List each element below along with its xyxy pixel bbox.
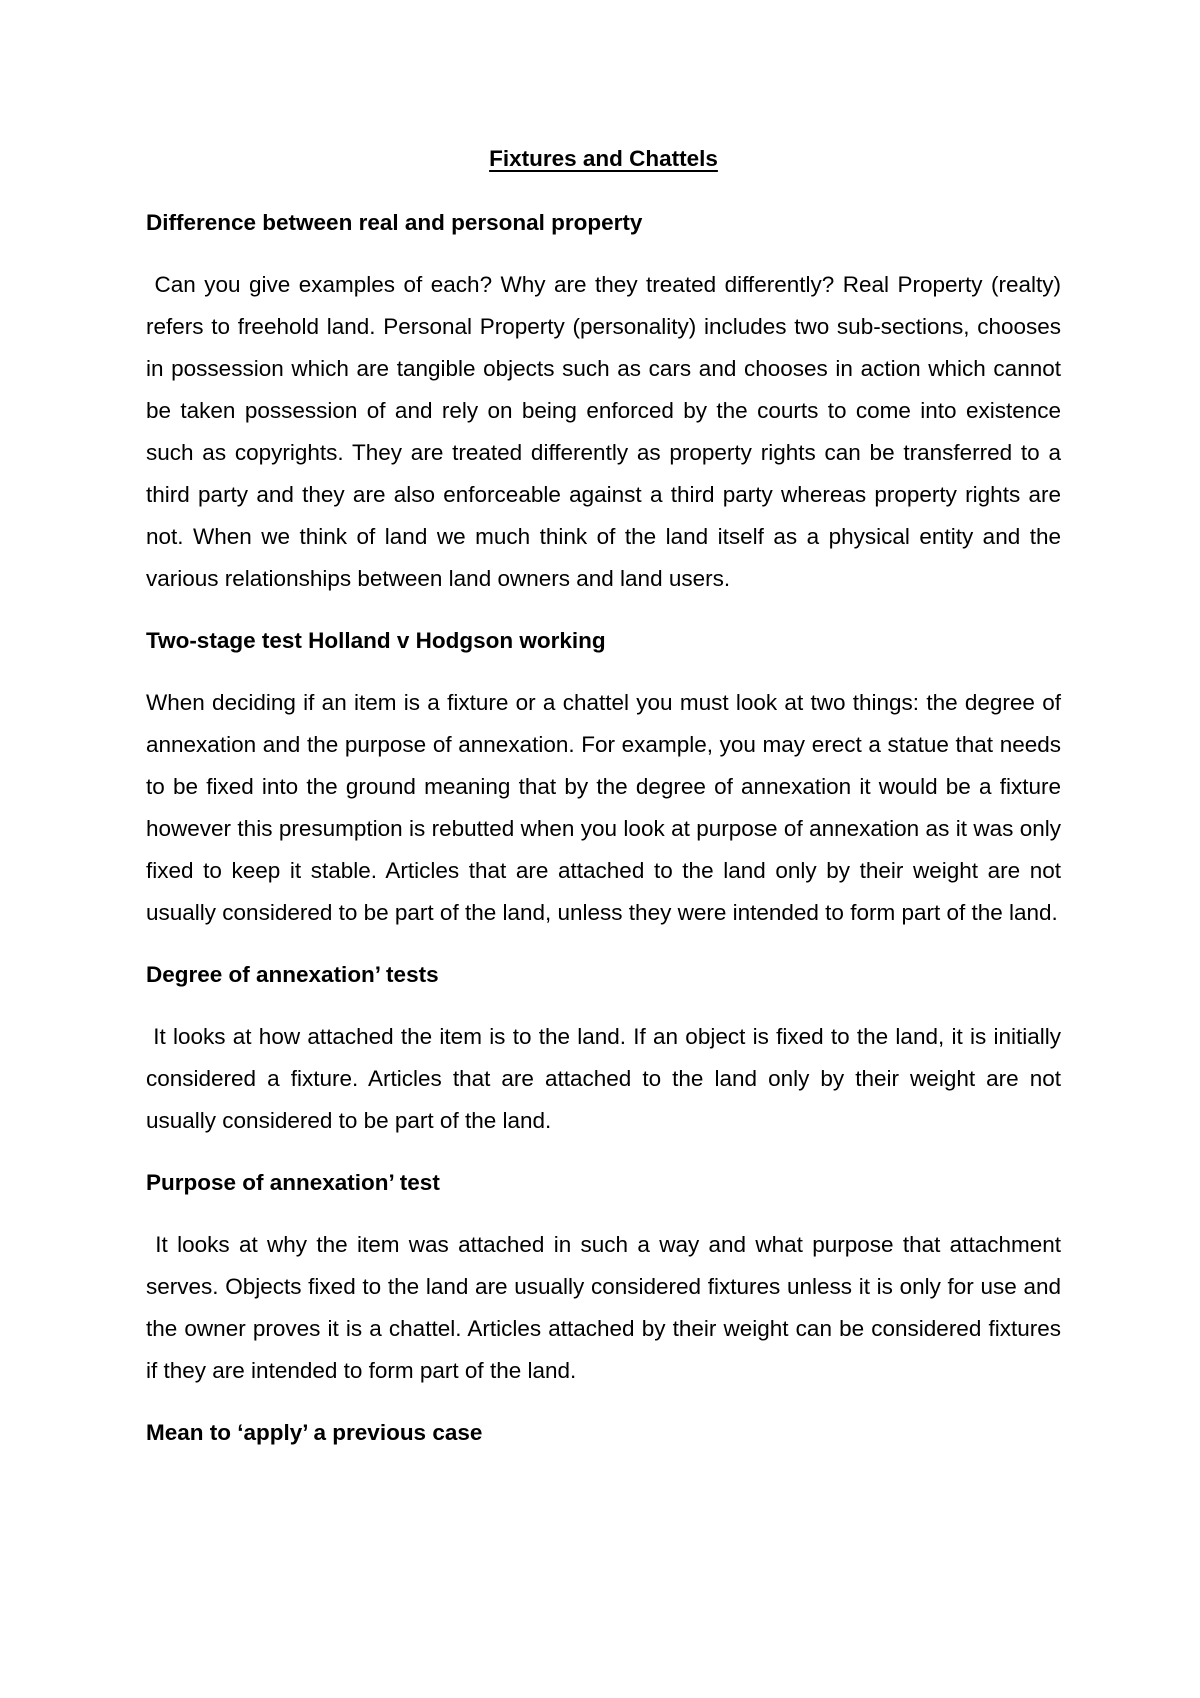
section-body-degree-of-annexation: It looks at how attached the item is to the land. If an object is fixed to the land, it is initially considered a fixture. Articles that are attached to the land only by their weight are not usually considered to be part of the land. <box>146 1024 1061 1133</box>
section-heading-degree-of-annexation: Degree of annexation’ tests <box>146 962 439 987</box>
section-heading-purpose-of-annexation: Purpose of annexation’ test <box>146 1170 440 1195</box>
section-heading-apply-previous-case: Mean to ‘apply’ a previous case <box>146 1420 483 1445</box>
section-body-two-stage-test: When deciding if an item is a fixture or a chattel you must look at two things: the degree of annexation and the purpose of annexation. For example, you may erect a statue that needs to be fixed into the ground meaning that by the degree of annexation it would be a fixture however this presumption is rebutted when you look at purpose of annexation as it was only fixed to keep it stable. Articles that are attached to the land only by their weight are not usually considered to be part of the land, unless they were intended to form part of the land. <box>146 690 1061 925</box>
section-body-purpose-of-annexation: It looks at why the item was attached in such a way and what purpose that attachment serves. Objects fixed to the land are usually considered fixtures unless it is only for use and the owner proves it is a chattel. Articles attached by their weight can be considered fixtures if they are intended to form part of the land. <box>146 1232 1061 1383</box>
section-heading-two-stage-test: Two-stage test Holland v Hodgson working <box>146 628 606 653</box>
document-title: Fixtures and Chattels <box>489 146 718 171</box>
section-body-real-personal-property: Can you give examples of each? Why are they treated differently? Real Property (realty) refers to freehold land. Personal Property (personality) includes two sub-sections, chooses in possession which are tangible objects such as cars and chooses in action which cannot be taken possession of and rely on being enforced by the courts to come into existence such as copyrights. They are treated differently as property rights can be transferred to a third party and they are also enforceable against a third party whereas property rights are not. When we think of land we much think of the land itself as a physical entity and the various relationships between land owners and land users. <box>146 272 1061 591</box>
section-heading-real-personal-property: Difference between real and personal property <box>146 210 643 235</box>
document-page <box>146 138 1061 1474</box>
